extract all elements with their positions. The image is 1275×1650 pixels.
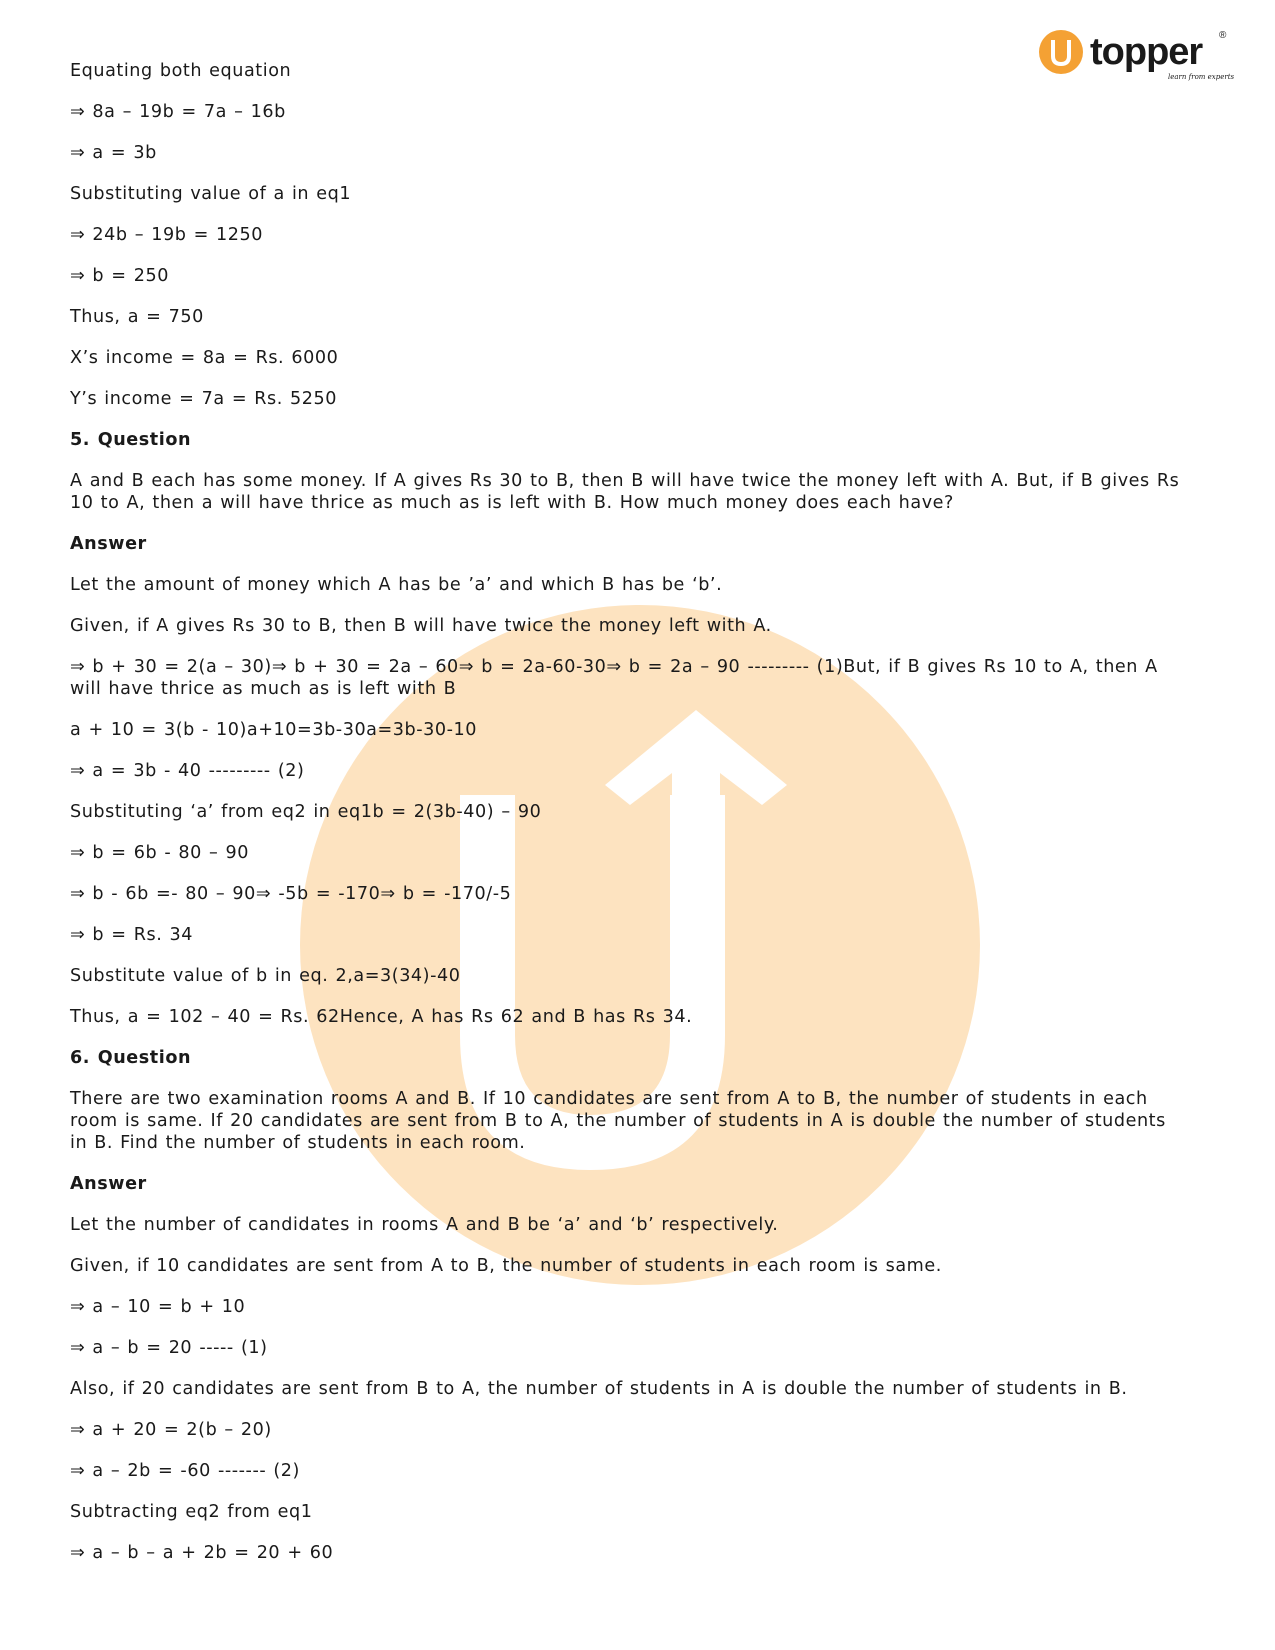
text-line: There are two examination rooms A and B. If 10 candidates are sent from A to B, the number of students in each room is same. If 20 candidates are sent from B to A, the number of students in A is double the number of students in B. Find the number of students in each room. [70,1089,1166,1153]
text-line: ⇒ b - 6b =- 80 – 90⇒ -5b = -170⇒ b = -170/-5 [70,884,512,904]
text-line: ⇒ a = 3b - 40 --------- (2) [70,761,305,781]
text-line: X’s income = 8a = Rs. 6000 [70,348,339,368]
text-line: ⇒ 8a – 19b = 7a – 16b [70,102,286,122]
text-line: a + 10 = 3(b - 10)a+10=3b-30a=3b-30-10 [70,720,478,740]
text-line: ⇒ b = Rs. 34 [70,925,193,945]
section-heading: 6. Question [70,1048,192,1068]
text-line: ⇒ b + 30 = 2(a – 30)⇒ b + 30 = 2a – 60⇒ b = 2a-60-30⇒ b = 2a – 90 --------- (1)But, if B gives Rs 10 to A, then A will have thrice as much as is left with B [70,657,1158,699]
text-line: ⇒ b = 250 [70,266,169,286]
text-line: Thus, a = 750 [70,307,204,327]
text-line: Substituting ‘a’ from eq2 in eq1b = 2(3b-40) – 90 [70,802,542,822]
text-line: Substituting value of a in eq1 [70,184,352,204]
logo-tagline: learn from experts [1168,73,1235,81]
text-line: ⇒ a – b = 20 ----- (1) [70,1338,268,1358]
text-line: Also, if 20 candidates are sent from B to A, the number of students in A is double the number of students in B. [70,1379,1128,1399]
text-line: A and B each has some money. If A gives Rs 30 to B, then B will have twice the money left with A. But, if B gives Rs 10 to A, then a will have thrice as much as is left with B. How much money does each have? [70,471,1180,513]
text-line: ⇒ a – 2b = -60 ------- (2) [70,1461,300,1481]
text-line: ⇒ b = 6b - 80 – 90 [70,843,249,863]
text-line: ⇒ a – 10 = b + 10 [70,1297,246,1317]
section-heading: Answer [70,534,147,554]
text-line: Let the number of candidates in rooms A and B be ‘a’ and ‘b’ respectively. [70,1215,779,1235]
topper-logo [1038,22,1238,92]
text-line: Subtracting eq2 from eq1 [70,1502,313,1522]
text-line: ⇒ a – b – a + 2b = 20 + 60 [70,1543,334,1563]
section-heading: Answer [70,1174,147,1194]
text-line: ⇒ 24b – 19b = 1250 [70,225,264,245]
text-line: Substitute value of b in eq. 2,a=3(34)-40 [70,966,461,986]
page-content [70,60,1190,1583]
text-line: Given, if A gives Rs 30 to B, then B will have twice the money left with A. [70,616,772,636]
registered-mark: ® [1219,30,1227,41]
logo-text: topper [1090,31,1203,73]
text-line: Y’s income = 7a = Rs. 5250 [70,389,338,409]
section-heading: 5. Question [70,430,192,450]
text-line: Given, if 10 candidates are sent from A to B, the number of students in each room is same. [70,1256,942,1276]
text-line: Let the amount of money which A has be ’a’ and which B has be ‘b’. [70,575,723,595]
text-line: Equating both equation [70,61,292,81]
text-line: Thus, a = 102 – 40 = Rs. 62Hence, A has Rs 62 and B has Rs 34. [70,1007,693,1027]
text-line: ⇒ a = 3b [70,143,157,163]
text-line: ⇒ a + 20 = 2(b – 20) [70,1420,272,1440]
